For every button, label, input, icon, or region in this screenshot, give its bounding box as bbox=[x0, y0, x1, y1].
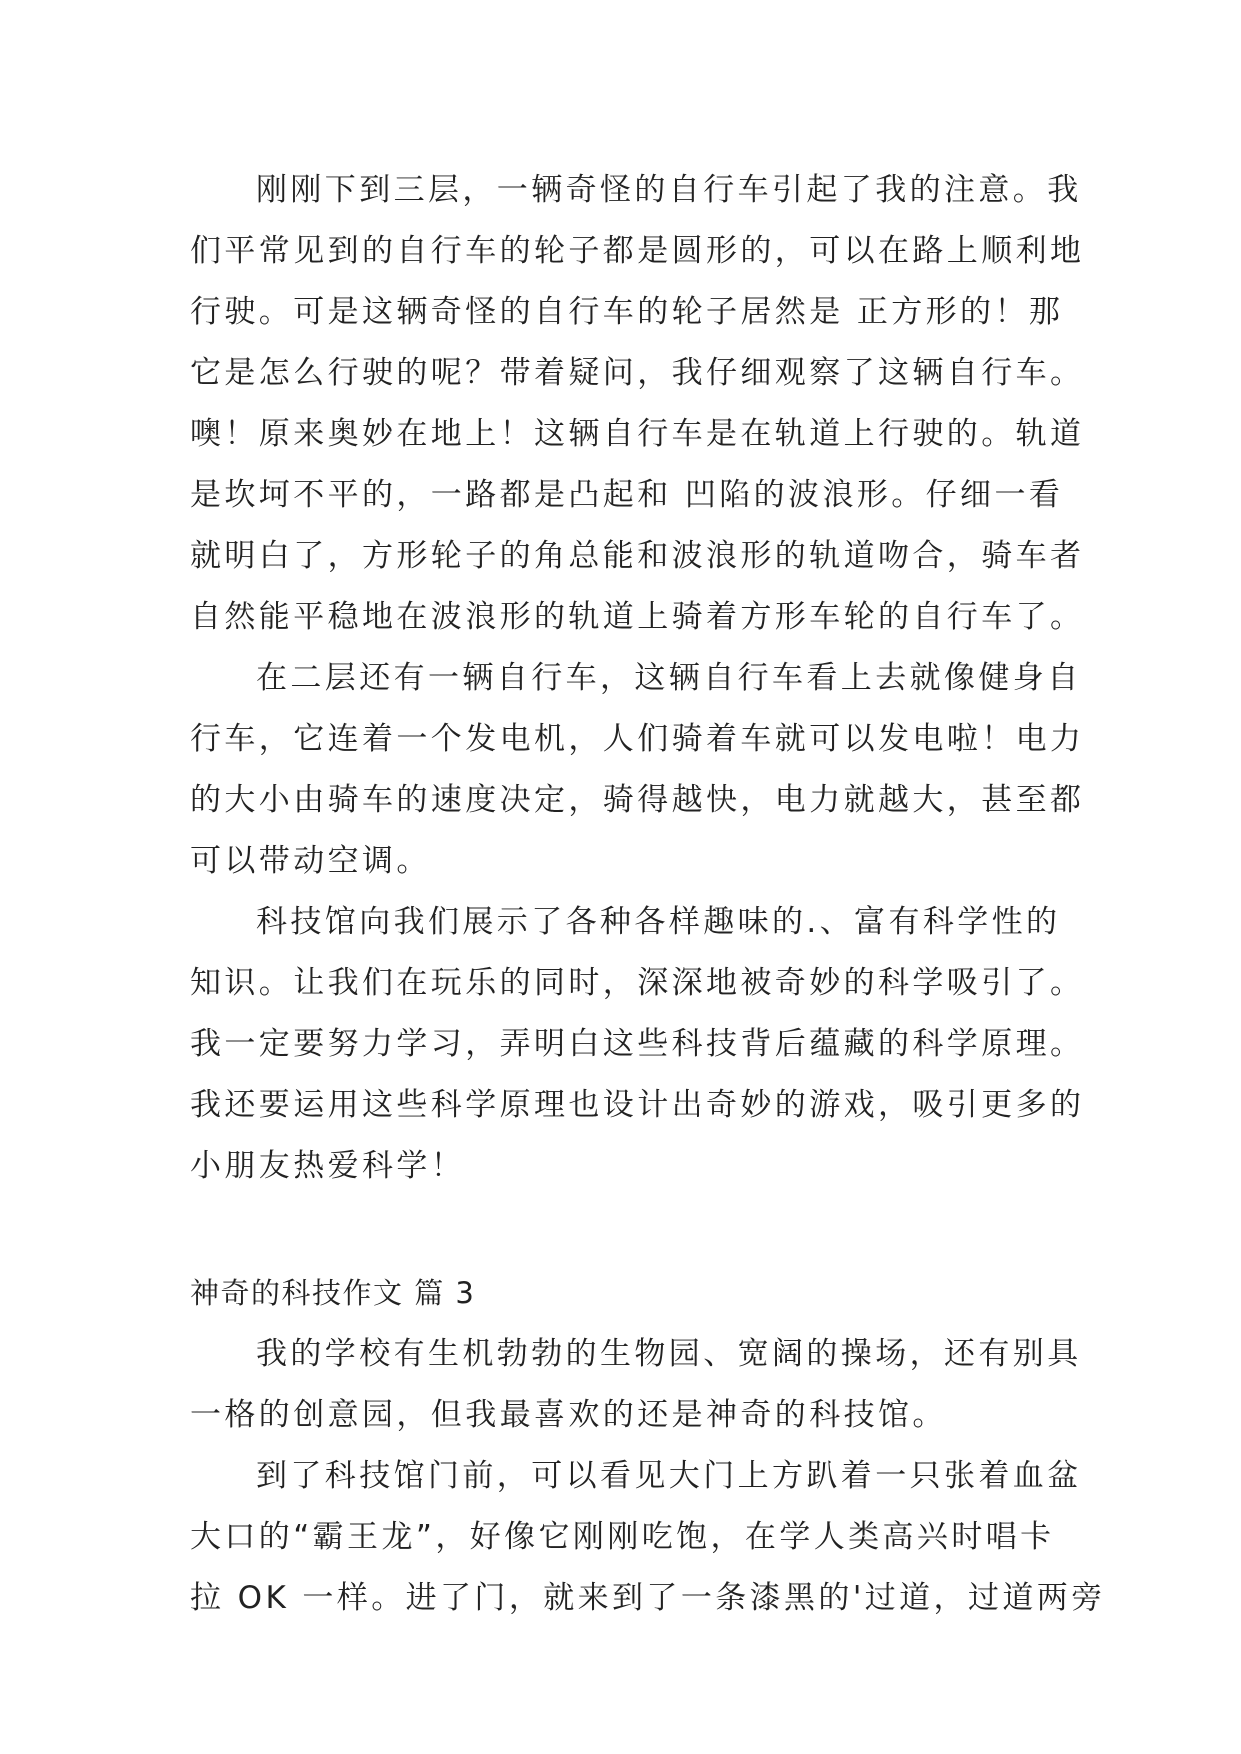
text-line: 的大小由骑车的速度决定，骑得越快，电力就越大，甚至都 bbox=[190, 782, 1085, 818]
text-line: 就明白了，方形轮子的角总能和波浪形的轨道吻合，骑车者 bbox=[190, 538, 1085, 574]
text-line: 到了科技馆门前，可以看见大门上方趴着一只张着血盆 bbox=[256, 1458, 1082, 1494]
text-line: 它是怎么行驶的呢？带着疑问，我仔细观察了这辆自行车。 bbox=[190, 355, 1085, 391]
text-line: 刚刚下到三层，一辆奇怪的自行车引起了我的注意。我 bbox=[256, 172, 1082, 208]
text-line: 小朋友热爱科学！ bbox=[190, 1148, 466, 1184]
text-line: 大口的“霸王龙”，好像它刚刚吃饱，在学人类高兴时唱卡 bbox=[190, 1519, 1055, 1555]
text-line: 噢！原来奥妙在地上！这辆自行车是在轨道上行驶的。轨道 bbox=[190, 416, 1085, 452]
document-body bbox=[190, 160, 1106, 1629]
text-line: 我一定要努力学习，弄明白这些科技背后蕴藏的科学原理。 bbox=[190, 1026, 1085, 1062]
paragraph-conclusion bbox=[190, 892, 1085, 1197]
text-line: 我的学校有生机勃勃的生物园、宽阔的操场，还有别具 bbox=[256, 1336, 1082, 1372]
paragraph-square-wheel-bicycle bbox=[190, 160, 1085, 648]
text-line: 一格的创意园，但我最喜欢的还是神奇的科技馆。 bbox=[190, 1397, 947, 1433]
paragraph-museum-entrance bbox=[190, 1446, 1106, 1629]
text-line: 拉 OK 一样。进了门，就来到了一条漆黑的'过道，过道两旁 bbox=[190, 1580, 1106, 1616]
section-heading: 神奇的科技作文 篇 3 bbox=[190, 1276, 476, 1310]
text-line: 科技馆向我们展示了各种各样趣味的.、富有科学性的 bbox=[256, 904, 1061, 940]
text-line: 们平常见到的自行车的轮子都是圆形的，可以在路上顺利地 bbox=[190, 233, 1085, 269]
text-line: 在二层还有一辆自行车，这辆自行车看上去就像健身自 bbox=[256, 660, 1082, 696]
text-line: 是坎坷不平的，一路都是凸起和 凹陷的波浪形。仔细一看 bbox=[190, 477, 1064, 513]
text-line: 可以带动空调。 bbox=[190, 843, 431, 879]
paragraph-generator-bicycle bbox=[190, 648, 1085, 892]
text-line: 我还要运用这些科学原理也设计出奇妙的游戏，吸引更多的 bbox=[190, 1087, 1085, 1123]
text-line: 自然能平稳地在波浪形的轨道上骑着方形车轮的自行车了。 bbox=[190, 599, 1085, 635]
section-spacer bbox=[190, 1197, 1070, 1263]
text-line: 行车，它连着一个发电机，人们骑着车就可以发电啦！电力 bbox=[190, 721, 1085, 757]
text-line: 知识。让我们在玩乐的同时，深深地被奇妙的科学吸引了。 bbox=[190, 965, 1085, 1001]
text-line: 行驶。可是这辆奇怪的自行车的轮子居然是 正方形的！那 bbox=[190, 294, 1064, 330]
paragraph-school-intro bbox=[190, 1324, 1082, 1446]
